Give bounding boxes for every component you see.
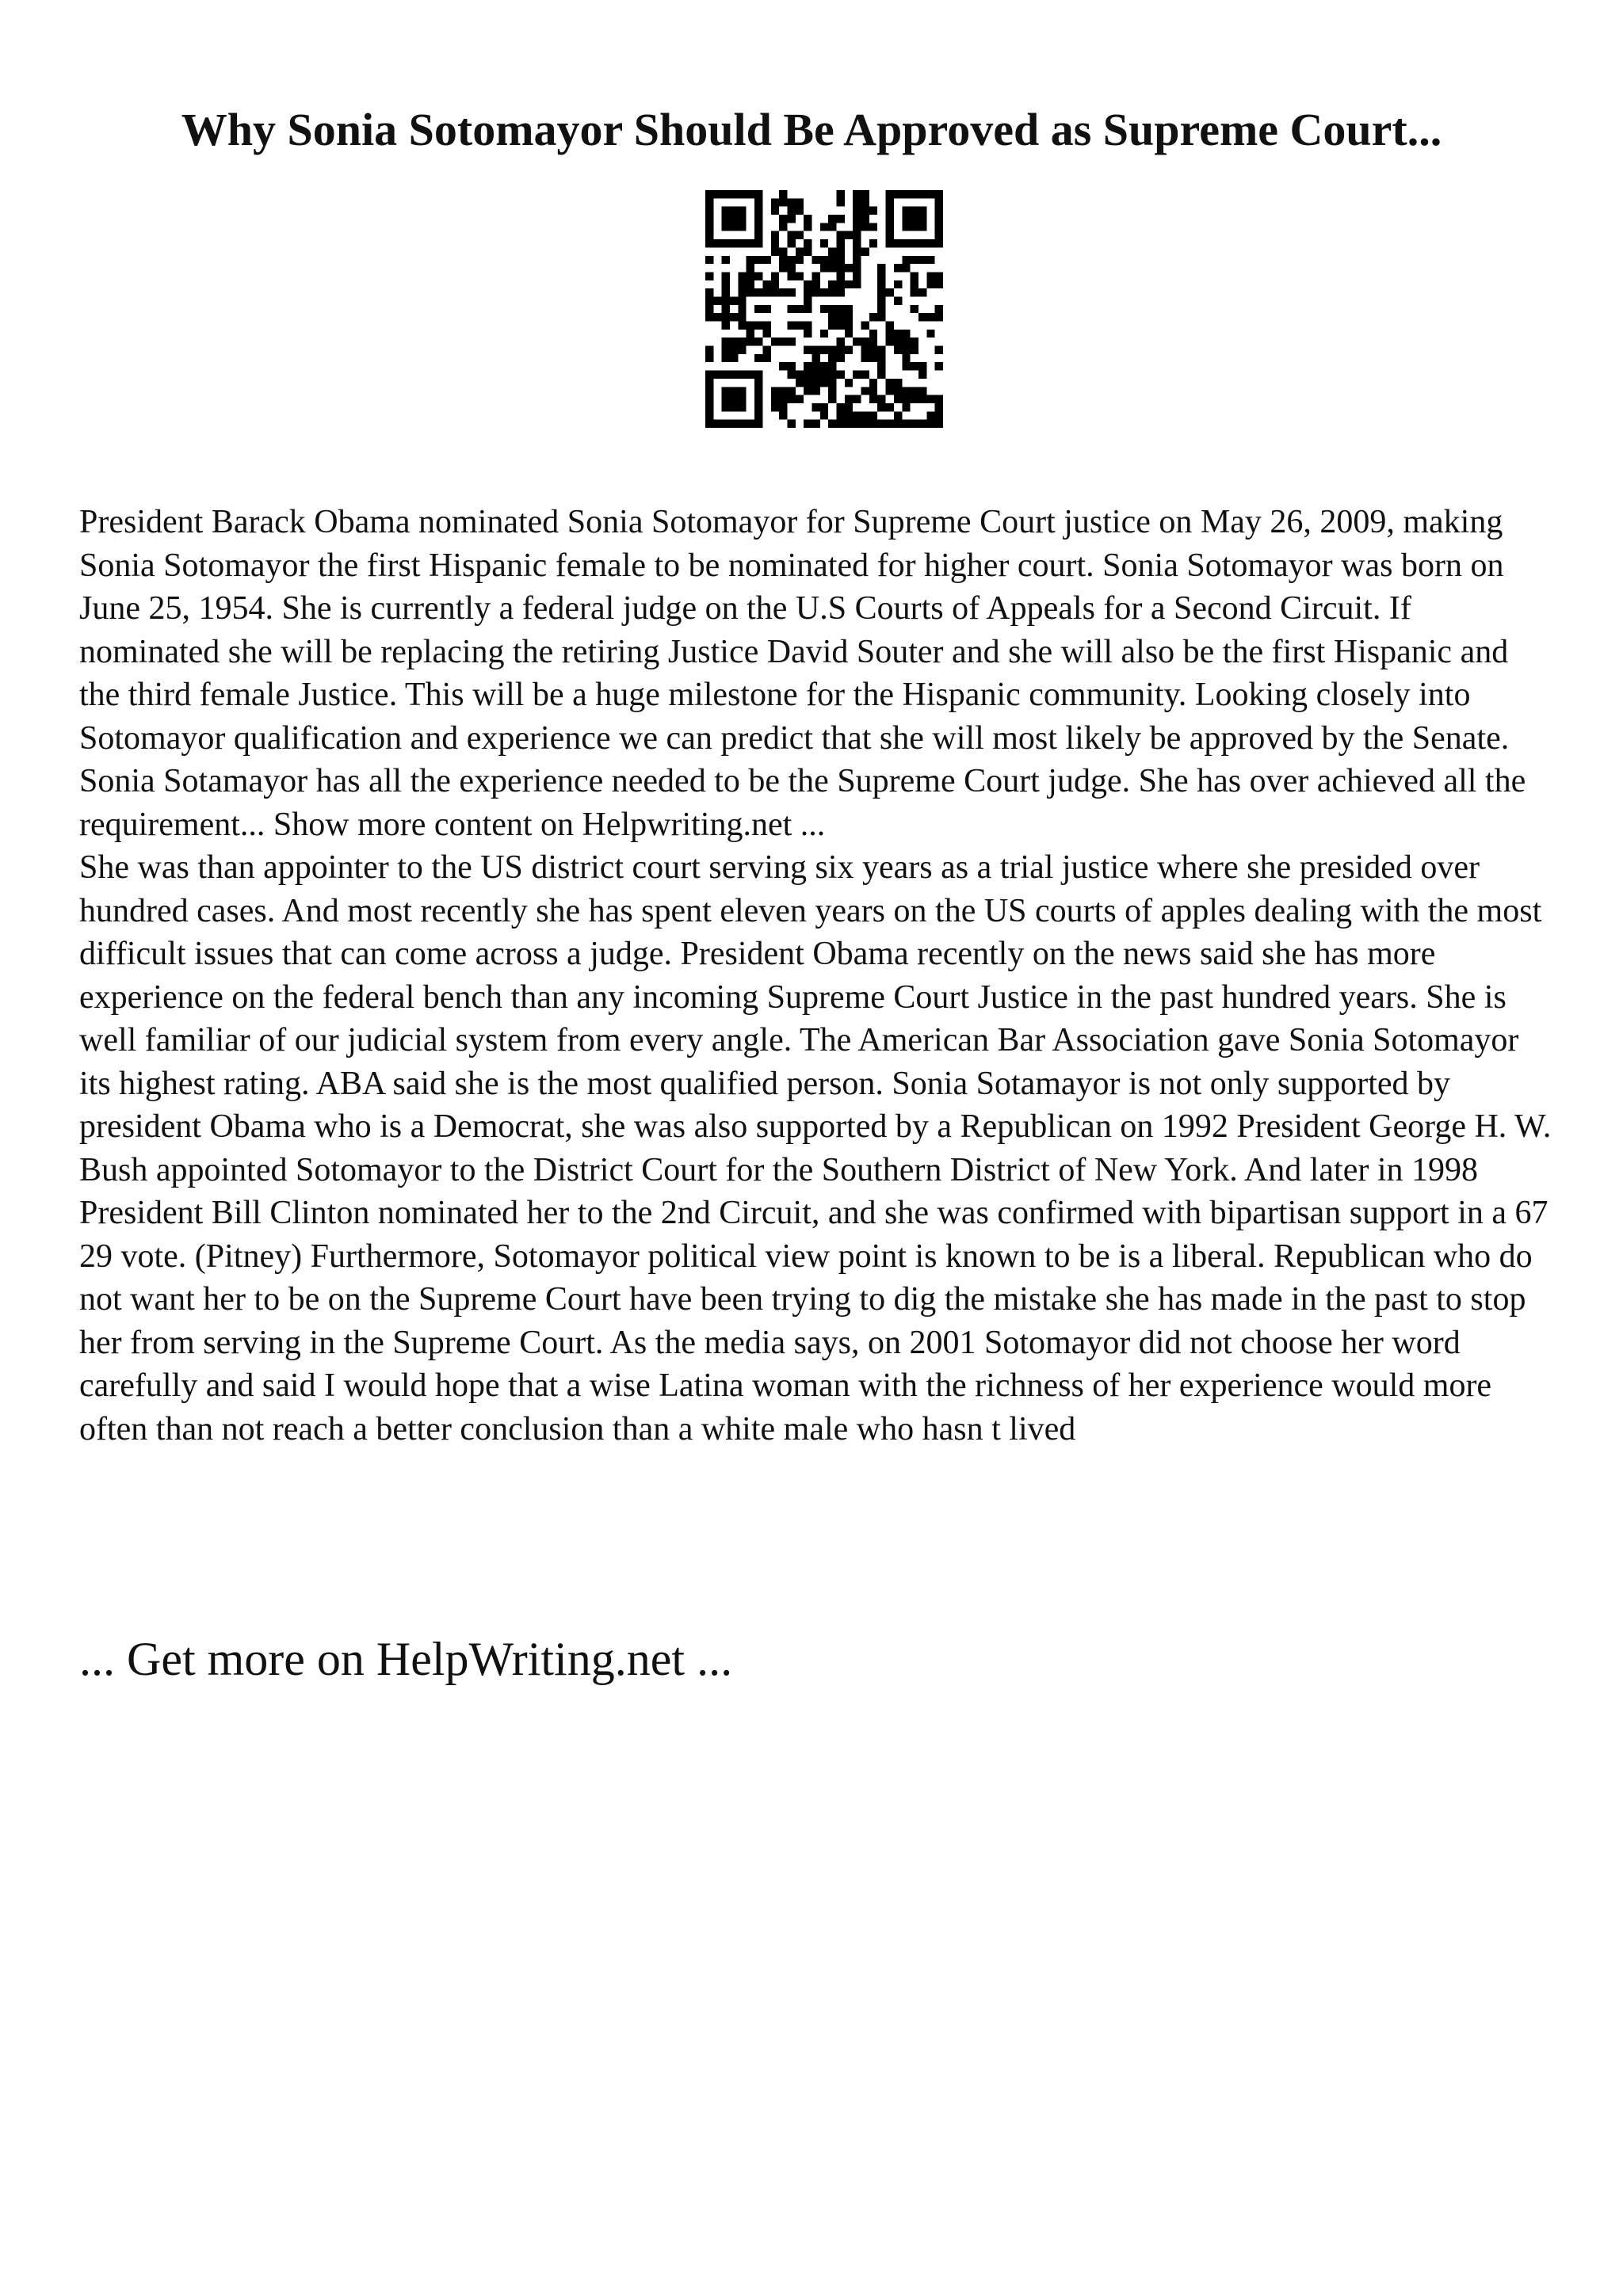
qr-code-icon [705, 190, 943, 428]
paragraph-1: President Barack Obama nominated Sonia Sotomayor for Supreme Court justice on May 26, 2009, making Sonia Sotomayor the first Hispanic female to be nominated for higher court. Sonia Sotomayor was born on June 25, 1954. She is currently a federal judge on the U.S Courts of Appeals for a Second Circuit. If nominated she will be replacing the retiring Justice David Souter and she will also be the first Hispanic and the third female Justice. This will be a huge milestone for the Hispanic community. Looking closely into Sotomayor qualification and experience we can predict that she will most likely be approved by the Senate. Sonia Sotamayor has all the experience needed to be the Supreme Court judge. She has over achieved all the requirement... Show more content on Helpwriting.net ... [79, 504, 1526, 843]
document-title: Why Sonia Sotomayor Should Be Approved as Supreme Court... [181, 104, 1442, 155]
article-body [79, 501, 1553, 1451]
get-more-link[interactable]: ... Get more on HelpWriting.net ... [79, 1633, 733, 1685]
paragraph-2: She was than appointer to the US district court serving six years as a trial justice where she presided over hundred cases. And most recently she has spent eleven years on the US courts of apples dealing with the most difficult issues that can come across a judge. President Obama recently on the news said she has more experience on the federal bench than any incoming Supreme Court Justice in the past hundred years. She is well familiar of our judicial system from every angle. The American Bar Association gave Sonia Sotomayor its highest rating. ABA said she is the most qualified person. Sonia Sotamayor is not only supported by president Obama who is a Democrat, she was also supported by a Republican on 1992 President George H. W. Bush appointed Sotomayor to the District Court for the Southern District of New York. And later in 1998 President Bill Clinton nominated her to the 2nd Circuit, and she was confirmed with bipartisan support in a 67 29 vote. (Pitney) Furthermore, Sotomayor political view point is known to be is a liberal. Republican who do not want her to be on the Supreme Court have been trying to dig the mistake she has made in the past to stop her from serving in the Supreme Court. As the media says, on 2001 Sotomayor did not choose her word carefully and said I would hope that a wise Latina woman with the richness of her experience would more often than not reach a better conclusion than a white male who hasn t lived [79, 849, 1552, 1447]
